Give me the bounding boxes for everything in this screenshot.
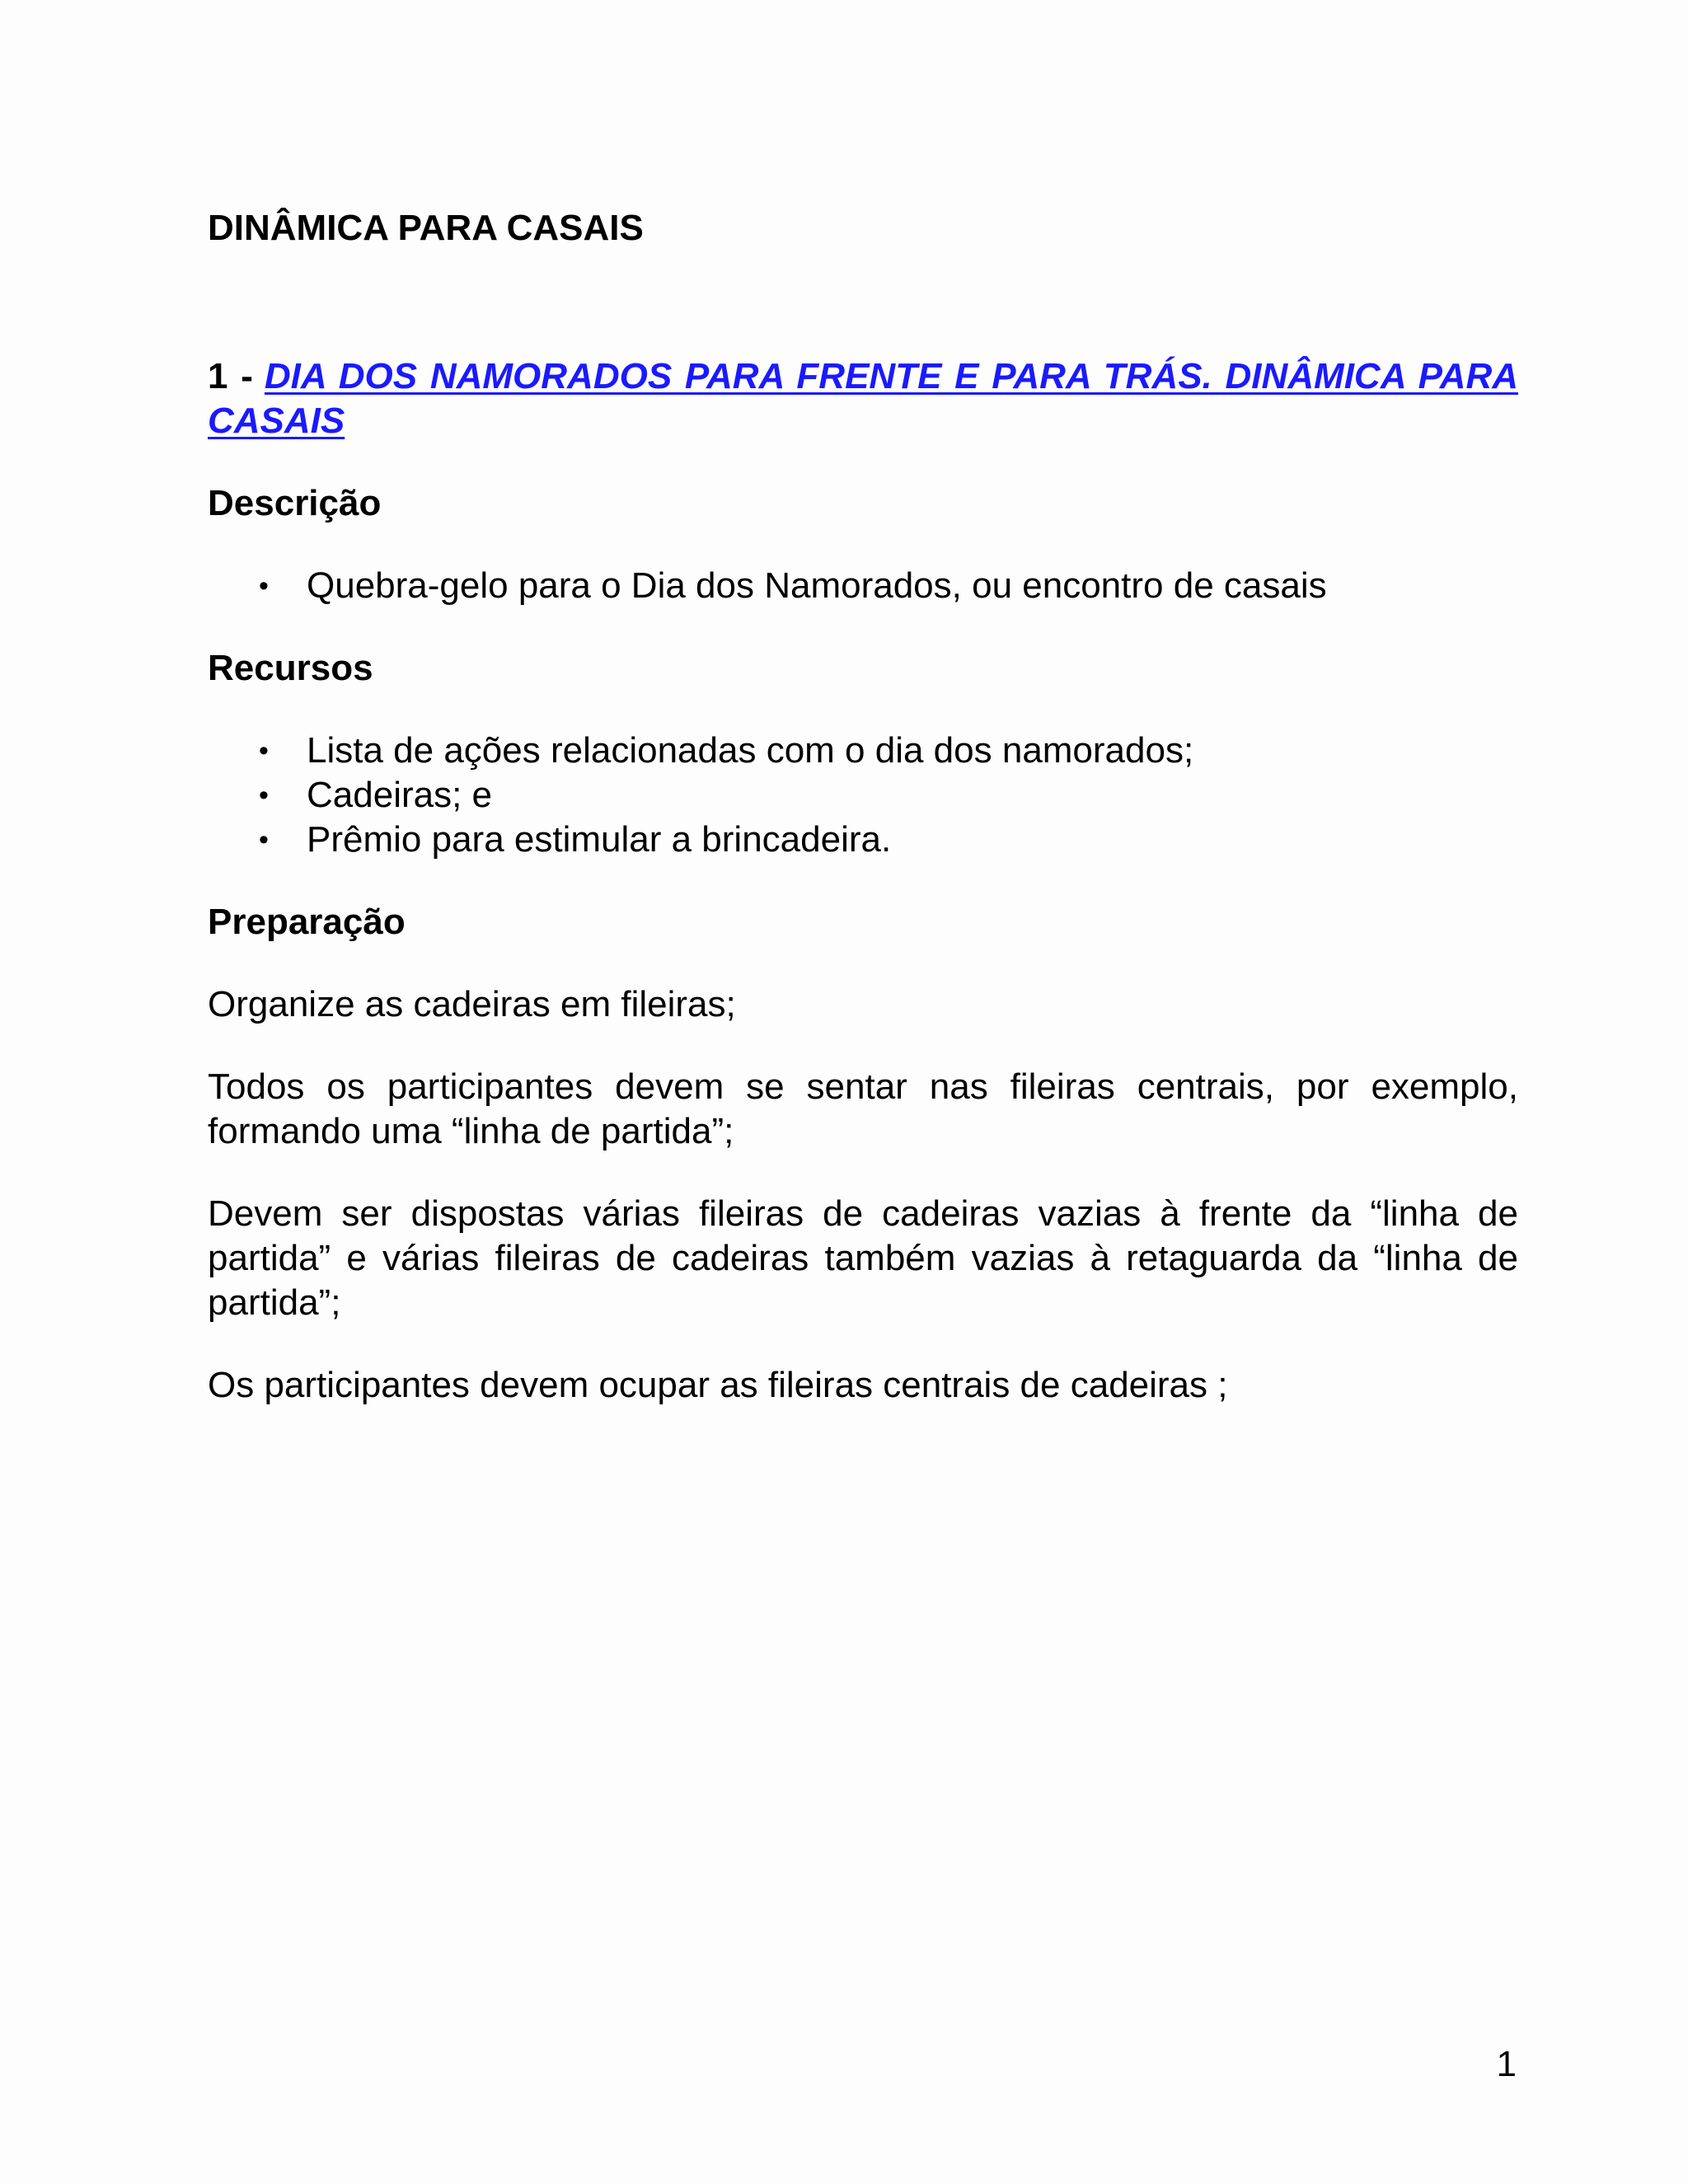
list-item bbox=[208, 729, 1518, 773]
list-item bbox=[208, 773, 1518, 818]
bullet-icon: • bbox=[259, 570, 269, 602]
preparacao-heading: Preparação bbox=[208, 902, 406, 942]
bullet-icon: • bbox=[259, 780, 269, 811]
section-title-link[interactable]: DIA DOS NAMORADOS PARA FRENTE E PARA TRÁS. DINÂMICA PARA CASAIS bbox=[208, 356, 1518, 441]
paragraph: Devem ser dispostas várias fileiras de cadeiras vazias à frente da “linha de partida” e várias fileiras de cadeiras também vazias à retaguarda da “linha de partida”; bbox=[208, 1193, 1518, 1323]
paragraph: Organize as cadeiras em fileiras; bbox=[208, 984, 736, 1024]
section-number: 1 - bbox=[208, 356, 253, 396]
descricao-heading: Descrição bbox=[208, 483, 382, 523]
list-item-text: Cadeiras; e bbox=[307, 775, 493, 815]
document-content bbox=[208, 206, 1518, 1446]
document-title: DINÂMICA PARA CASAIS bbox=[208, 208, 644, 248]
paragraph: Os participantes devem ocupar as fileiras centrais de cadeiras ; bbox=[208, 1365, 1228, 1405]
bullet-icon: • bbox=[259, 735, 269, 766]
paragraph: Todos os participantes devem se sentar nas fileiras centrais, por exemplo, formando uma “linha de partida”; bbox=[208, 1066, 1518, 1151]
recursos-heading: Recursos bbox=[208, 648, 373, 688]
list-item-text: Prêmio para estimular a brincadeira. bbox=[307, 819, 892, 860]
bullet-icon: • bbox=[259, 824, 269, 855]
list-item-text: Quebra-gelo para o Dia dos Namorados, ou encontro de casais bbox=[307, 565, 1327, 606]
recursos-list bbox=[208, 729, 1518, 862]
list-item bbox=[208, 818, 1518, 862]
list-item-text: Lista de ações relacionadas com o dia dos namorados; bbox=[307, 730, 1194, 771]
list-item bbox=[208, 564, 1518, 608]
page-number: 1 bbox=[1496, 2044, 1517, 2084]
descricao-list bbox=[208, 564, 1518, 608]
section-heading bbox=[208, 354, 1518, 443]
